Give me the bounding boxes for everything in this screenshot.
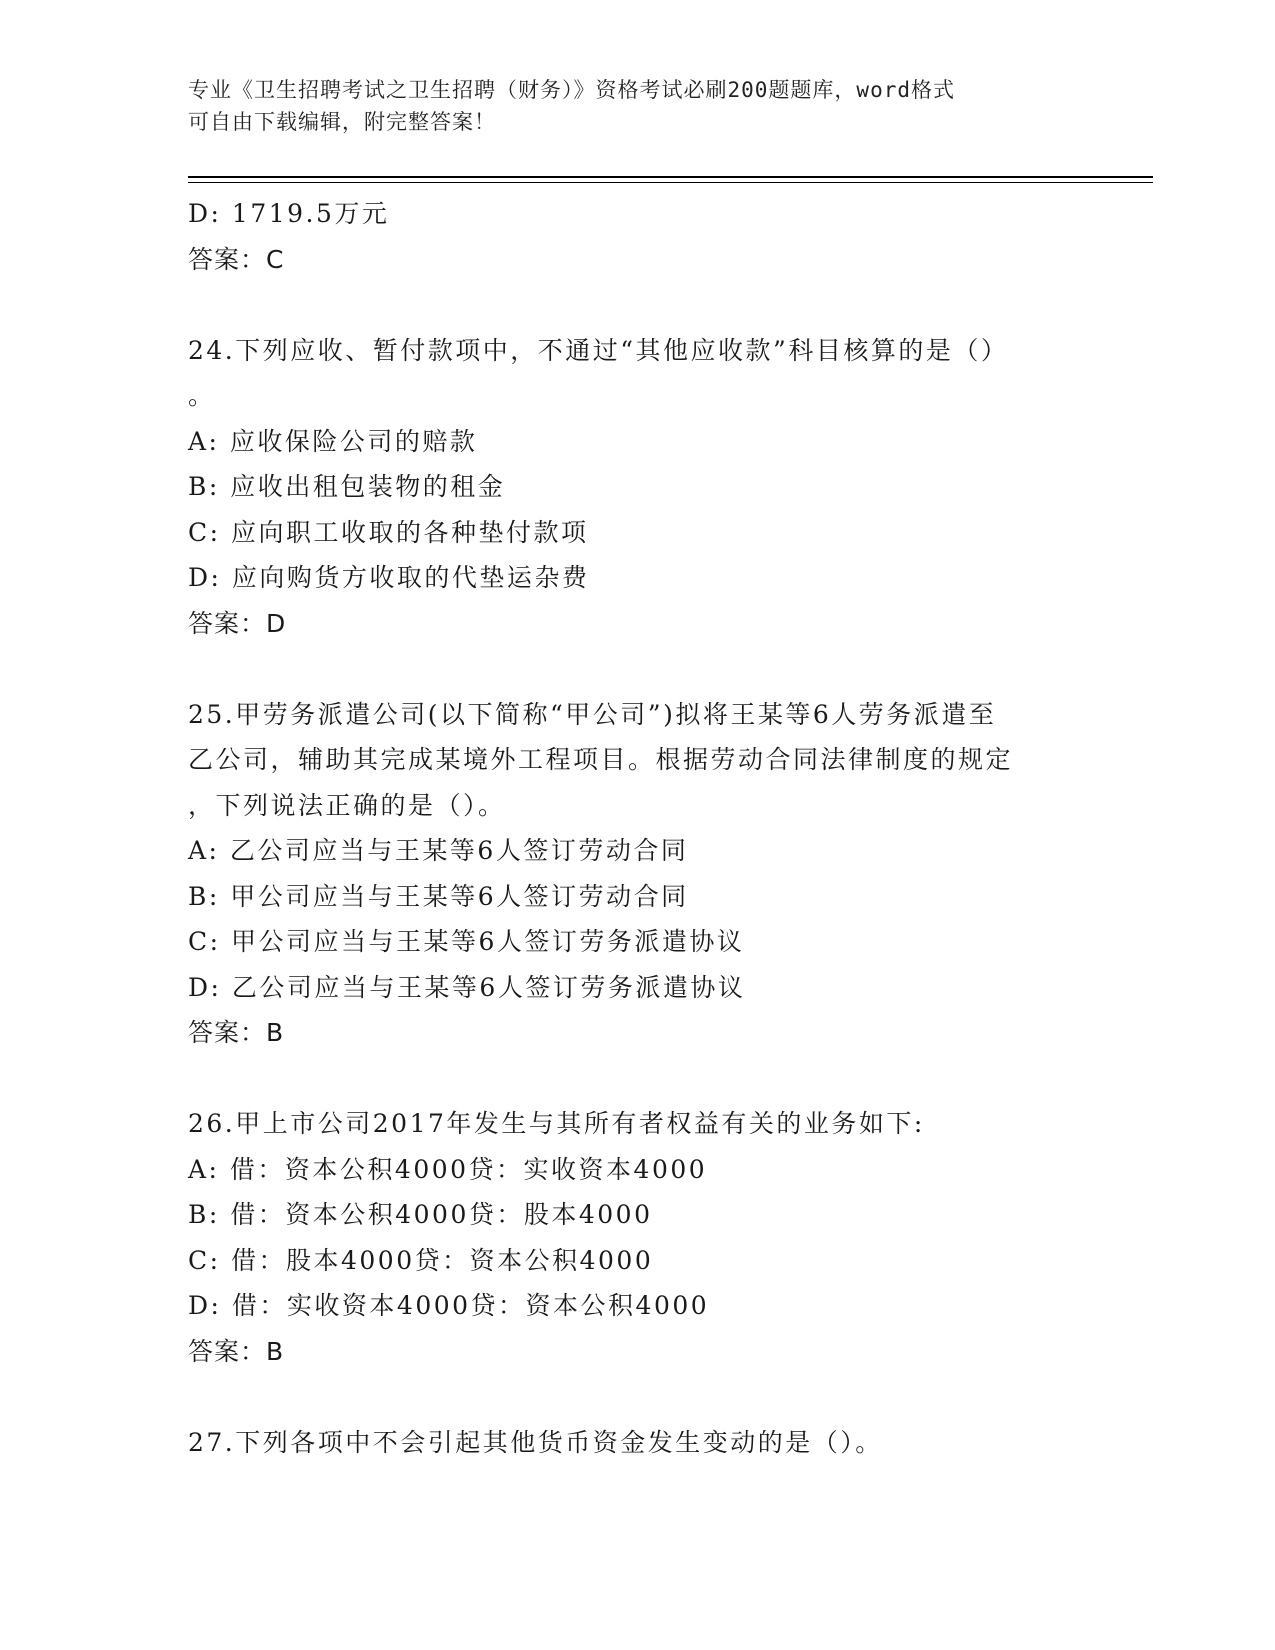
option-a: A: 借：资本公积4000贷：实收资本4000 [188,1154,708,1184]
option-a: A: 乙公司应当与王某等6人签订劳动合同 [188,836,689,865]
header-rule-thick [188,176,1153,178]
option-d: D: 借：实收资本4000贷：资本公积4000 [188,1291,710,1320]
answer: 答案：B [188,1018,285,1047]
question-stem-continued: ，下列说法正确的是（）。 [188,790,506,820]
question-stem-continued: 。 [188,381,216,410]
spacer [188,1374,1088,1420]
option-d: D: 1719.5万元 [188,199,390,228]
option-c: C: 借：股本4000贷：资本公积4000 [188,1245,654,1275]
question-stem: 27.下列各项中不会引起其他货币资金发生变动的是（）。 [188,1427,883,1457]
header-title-line-1: 专业《卫生招聘考试之卫生招聘（财务）》资格考试必刷200题题库，word格式 [188,78,955,102]
option-b: B: 借：资本公积4000贷：股本4000 [188,1200,653,1229]
answer: 答案：B [188,1336,285,1366]
question-stem: 25.甲劳务派遣公司(以下简称“甲公司”)拟将王某等6人劳务派遣至 [188,699,997,729]
document-header [188,74,1088,138]
question-24 [188,328,1088,647]
option-d: D: 应向购货方收取的代垫运杂费 [188,563,590,592]
answer: 答案：D [188,608,287,638]
spacer [188,646,1088,692]
question-26 [188,1101,1088,1374]
question-stem-continued: 乙公司，辅助其完成某境外工程项目。根据劳动合同法律制度的规定 [188,745,1014,774]
header-rule-thin [188,182,1153,183]
question-stem: 24.下列应收、暂付款项中，不通过“其他应收款”科目核算的是（） [188,335,1009,365]
question-stem: 26.甲上市公司2017年发生与其所有者权益有关的业务如下: [188,1109,925,1138]
question-27 [188,1420,1088,1466]
question-23-tail [188,191,1088,282]
option-c: C: 甲公司应当与王某等6人签订劳务派遣协议 [188,927,745,956]
header-title-line-2: 可自由下载编辑，附完整答案！ [188,110,496,134]
answer: 答案：C [188,244,285,274]
spacer [188,1056,1088,1102]
option-d: D: 乙公司应当与王某等6人签订劳务派遣协议 [188,972,746,1002]
document-body [188,191,1088,1465]
option-b: B: 应收出租包装物的租金 [188,472,506,501]
spacer [188,282,1088,328]
option-c: C: 应向职工收取的各种垫付款项 [188,517,589,547]
question-25 [188,692,1088,1056]
option-b: B: 甲公司应当与王某等6人签订劳动合同 [188,881,689,911]
option-a: A: 应收保险公司的赔款 [188,426,478,456]
